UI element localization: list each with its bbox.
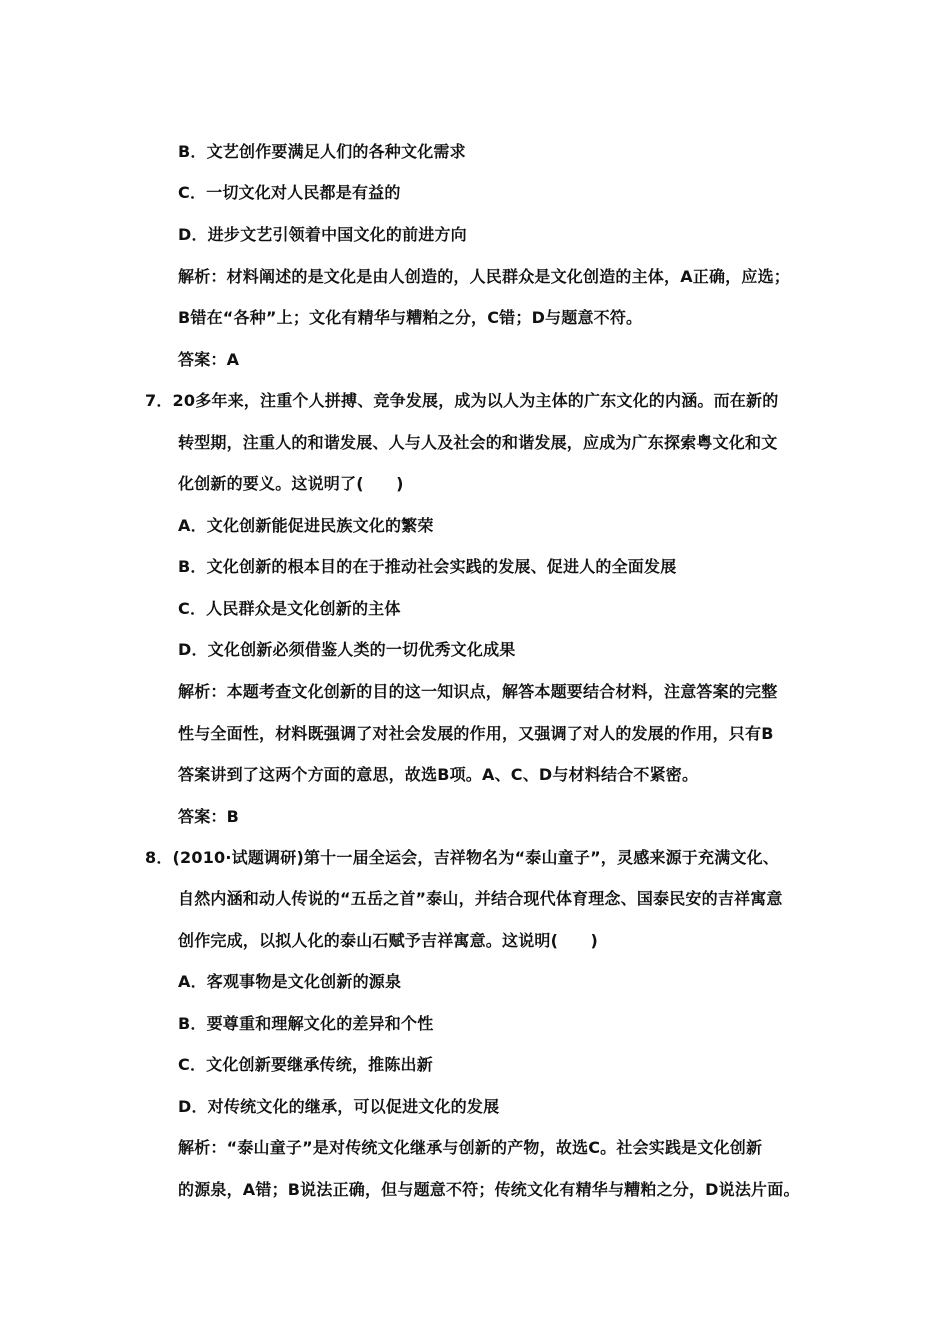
q8-option-a: A．客观事物是文化创新的源泉: [178, 972, 402, 991]
q8-stem-line-1: 8．(2010·试题调研)第十一届全运会，吉祥物名为“泰山童子”，灵感来源于充满文化、: [145, 848, 779, 867]
q8-stem-line-3: 创作完成，以拟人化的泰山石赋予吉祥寓意。这说明( ): [178, 931, 599, 950]
q7-option-a: A．文化创新能促进民族文化的繁荣: [178, 516, 434, 535]
q7-stem-line-2: 转型期，注重人的和谐发展、人与人及社会的和谐发展，应成为广东探索粤文化和文: [178, 433, 778, 452]
q7-option-c: C．人民群众是文化创新的主体: [178, 599, 401, 618]
q6-option-b: B．文艺创作要满足人们的各种文化需求: [178, 142, 466, 161]
q6-analysis-line-2: B错在“各种”上；文化有精华与糟粕之分，C错；D与题意不符。: [178, 308, 643, 327]
q8-option-c: C．文化创新要继承传统，推陈出新: [178, 1055, 433, 1074]
q7-option-b: B．文化创新的根本目的在于推动社会实践的发展、促进人的全面发展: [178, 557, 677, 576]
q8-option-d: D．对传统文化的继承，可以促进文化的发展: [178, 1097, 500, 1116]
q6-analysis-line-1: 解析：材料阐述的是文化是由人创造的，人民群众是文化创造的主体，A正确，应选；: [178, 267, 790, 286]
q7-option-d: D．文化创新必须借鉴人类的一切优秀文化成果: [178, 640, 516, 659]
q7-stem-line-3: 化创新的要义。这说明了( ): [178, 474, 404, 493]
q7-stem-line-1: 7．20多年来，注重个人拼搏、竞争发展，成为以人为主体的广东文化的内涵。而在新的: [145, 391, 779, 410]
q8-analysis-line-1: 解析：“泰山童子”是对传统文化继承与创新的产物，故选C。社会实践是文化创新: [178, 1138, 763, 1157]
q7-answer: 答案：B: [178, 807, 239, 826]
q6-option-d: D．进步文艺引领着中国文化的前进方向: [178, 225, 467, 244]
q6-answer: 答案：A: [178, 350, 240, 369]
q6-option-c: C．一切文化对人民都是有益的: [178, 183, 401, 202]
q7-analysis-line-3: 答案讲到了这两个方面的意思，故选B项。A、C、D与材料结合不紧密。: [178, 765, 699, 784]
q7-analysis-line-2: 性与全面性，材料既强调了对社会发展的作用，又强调了对人的发展的作用，只有B: [178, 724, 774, 743]
q7-analysis-line-1: 解析：本题考查文化创新的目的这一知识点，解答本题要结合材料，注意答案的完整: [178, 682, 778, 701]
q8-stem-line-2: 自然内涵和动人传说的“五岳之首”泰山，并结合现代体育理念、国泰民安的吉祥寓意: [178, 889, 783, 908]
q8-analysis-line-2: 的源泉，A错；B说法正确，但与题意不符；传统文化有精华与糟粕之分，D说法片面。: [178, 1180, 800, 1199]
q8-option-b: B．要尊重和理解文化的差异和个性: [178, 1014, 434, 1033]
